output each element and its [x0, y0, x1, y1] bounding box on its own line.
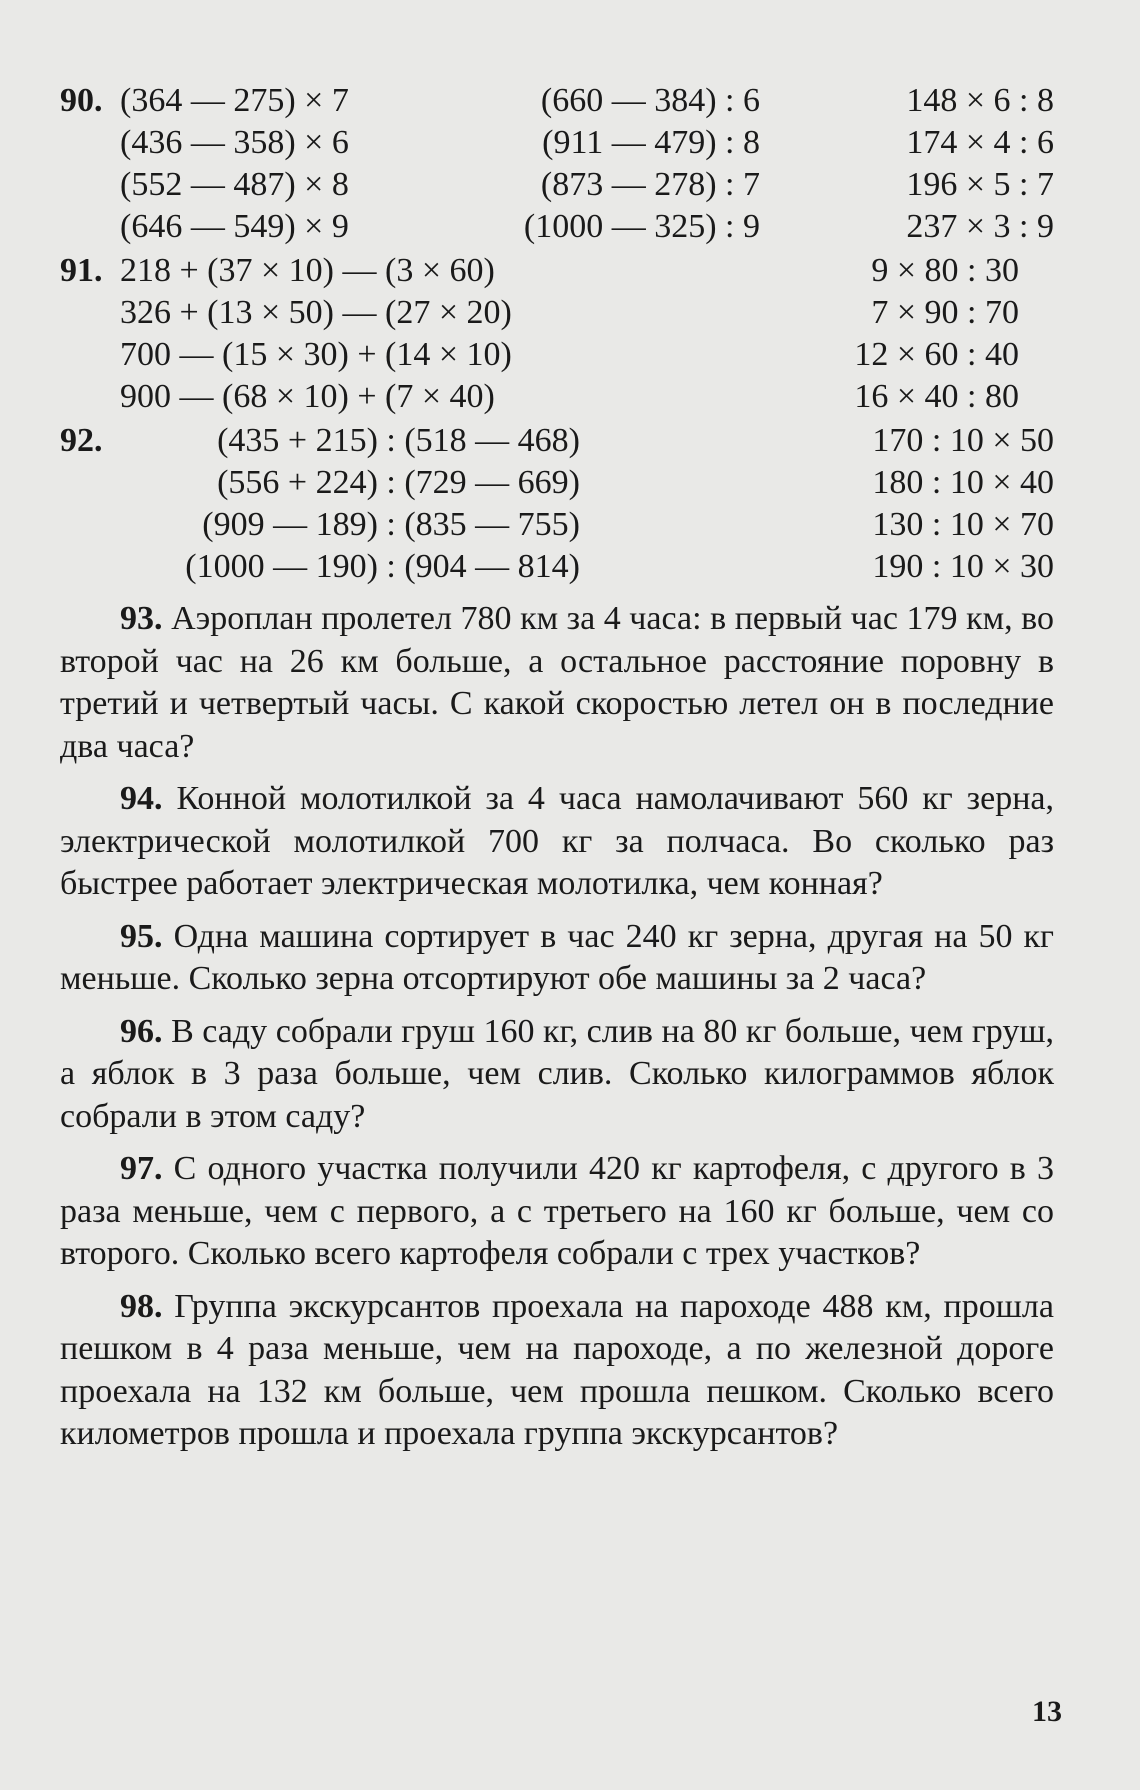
exercise-number: 92.	[60, 422, 103, 459]
problem-number: 97.	[120, 1150, 163, 1187]
expression: (873 — 278) : 7	[540, 166, 760, 203]
problem-98	[60, 1286, 1054, 1456]
exercise-92	[60, 420, 1054, 588]
expression: 130 : 10 × 70	[872, 506, 1054, 543]
expression: (911 — 479) : 8	[542, 124, 760, 161]
expression: (435 + 215) : (518 — 468)	[217, 422, 580, 459]
exercise-91	[60, 250, 1054, 418]
problem-96	[60, 1011, 1054, 1139]
problem-97	[60, 1148, 1054, 1276]
problem-text: В саду собрали груш 160 кг, слив на 80 кг больше, чем груш, а яблок в 3 раза больше, чем слив. Сколько килограммов яблок собрали в этом саду?	[60, 1012, 1055, 1135]
expression: 326 + (13 × 50) — (27 × 20)	[120, 294, 512, 331]
expression: 16 × 40 : 80	[854, 378, 1019, 415]
problem-number: 98.	[120, 1287, 163, 1325]
expression: 170 : 10 × 50	[872, 422, 1054, 459]
expression: 700 — (15 × 30) + (14 × 10)	[120, 336, 512, 373]
problem-93	[60, 598, 1054, 768]
exercise-number: 90.	[60, 82, 103, 119]
expression: 174 × 4 : 6	[906, 124, 1054, 161]
exercise-90	[60, 80, 1054, 248]
expression: (909 — 189) : (835 — 755)	[202, 506, 580, 543]
expression: (364 — 275) × 7	[120, 82, 349, 119]
expression: 218 + (37 × 10) — (3 × 60)	[120, 252, 495, 289]
problem-number: 93.	[120, 600, 163, 637]
problem-94	[60, 778, 1054, 906]
expression: 196 × 5 : 7	[906, 166, 1054, 203]
expression: (556 + 224) : (729 — 669)	[217, 464, 580, 501]
expression: (646 — 549) × 9	[120, 208, 349, 245]
expression: 190 : 10 × 30	[872, 548, 1054, 585]
problem-text: Конной молотилкой за 4 часа намолачивают 560 кг зерна, электрической молотилкой 700 кг за полчаса. Во сколько раз быстрее работает электрическая молотилка, чем конная?	[60, 780, 1054, 902]
expression: 9 × 80 : 30	[871, 252, 1019, 289]
problem-number: 96.	[120, 1012, 163, 1050]
problem-number: 95.	[120, 917, 163, 955]
expression: 900 — (68 × 10) + (7 × 40)	[120, 378, 495, 415]
page-number: 13	[1032, 1695, 1062, 1728]
problem-text: Группа экскурсантов проехала на пароходе 488 км, прошла пешком в 4 раза меньше, чем на пароходе, а по железной дороге проехала на 132 км больше, чем прошла пешком. Сколько всего километров прошла и проехала группа экскурсантов?	[60, 1287, 1054, 1452]
expression: (1000 — 325) : 9	[523, 208, 760, 245]
problem-text: Аэроплан пролетел 780 км за 4 часа: в первый час 179 км, во второй час на 26 км больше, а остальное расстояние поровну в третий и четвертый часы. С какой скоростью летел он в последние два часа?	[60, 600, 1054, 765]
expression: 7 × 90 : 70	[871, 294, 1019, 331]
expression: 180 : 10 × 40	[872, 464, 1054, 501]
expression: 237 × 3 : 9	[906, 208, 1054, 245]
exercise-number: 91.	[60, 252, 103, 289]
problem-text: С одного участка получили 420 кг картофеля, с другого в 3 раза меньше, чем с первого, а с третьего на 160 кг больше, чем со второго. Сколько всего картофеля собрали с трех участков?	[60, 1150, 1054, 1272]
expression: (552 — 487) × 8	[120, 166, 349, 203]
expression: 12 × 60 : 40	[854, 336, 1019, 373]
problem-number: 94.	[120, 780, 163, 817]
expression: 148 × 6 : 8	[906, 82, 1054, 119]
problem-95	[60, 916, 1054, 1001]
expression: (1000 — 190) : (904 — 814)	[185, 548, 580, 585]
expression: (660 — 384) : 6	[540, 82, 760, 119]
problem-text: Одна машина сортирует в час 240 кг зерна, другая на 50 кг меньше. Сколько зерна отсортируют обе машины за 2 часа?	[60, 917, 1055, 997]
expression: (436 — 358) × 6	[120, 124, 349, 161]
